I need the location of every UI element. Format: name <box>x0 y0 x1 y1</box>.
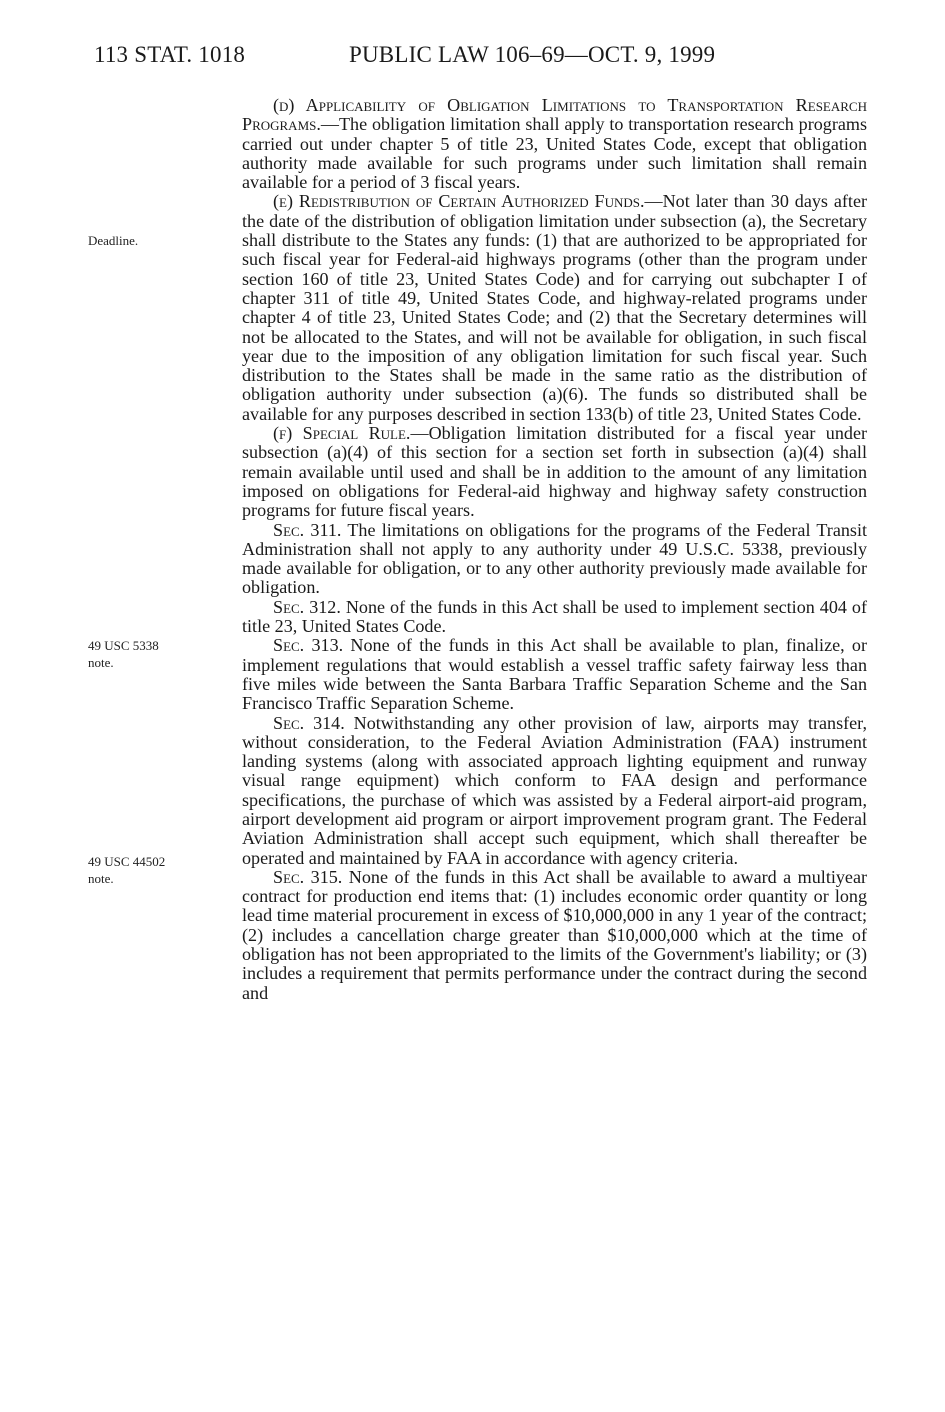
paragraph-heading: (d) Applicability of Obligation Limitations to Transportation Research Programs. <box>242 95 867 135</box>
margin-note-49-usc-5338 <box>88 637 159 671</box>
margin-note-deadline <box>88 232 138 249</box>
paragraph-heading: (f) Special Rule. <box>273 423 411 444</box>
paragraph-heading: (e) Redistribution of Certain Authorized Funds. <box>273 191 645 212</box>
section-label: Sec. 314. <box>273 712 345 733</box>
section-label: Sec. 315. <box>273 866 343 887</box>
page-header <box>94 42 864 72</box>
paragraph-text: —Obligation limitation distributed for a fiscal year under subsection (a)(4) of this section for a section set forth in subsection (a)(4) shall remain available until used and shall be in addition to the amount of any limitation imposed on obligations for Federal-aid highway and highway safety construction programs for future fiscal years. <box>242 423 867 521</box>
section-text: None of the funds in this Act shall be used to implement section 404 of title 23, United States Code. <box>242 596 867 637</box>
paragraph-d <box>242 96 867 192</box>
section-text: None of the funds in this Act shall be available to award a multiyear contract for production end items that: (1) includes economic order quantity or long lead time material procurement in excess of $10,000,000 in any 1 year of the contract; (2) includes a cancellation charge greater than $10,000,000 which at the time of obligation has not been appropriated to the limits of the Government's liability; or (3) includes a requirement that permits performance under the contract during the second and <box>242 866 868 1003</box>
paragraph-text: —Not later than 30 days after the date of the distribution of obligation limitation under subsection (a), the Secretary shall distribute to the States any funds: (1) that are authorized to be appropriated for such fiscal year for Federal-aid highways programs (other than the program under section 160 of title 23, United States Code) and for carrying out subchapter I of chapter 311 of title 49, United States Code, and highway-related programs under chapter 4 of title 23, United States Code; and (2) that the Secretary determines will not be allocated to the States, and will not be available for obligation, in such fiscal year due to the imposition of any obligation limitation for such fiscal year. Such distribution to the States shall be made in the same ratio as the distribution of obligation authority under subsection (a)(6). The funds so distributed shall be available for any purposes described in section 133(b) of title 23, United States Code. <box>242 191 868 424</box>
section-313 <box>242 636 867 713</box>
margin-note-line: note. <box>88 655 114 670</box>
paragraph-e <box>242 192 867 424</box>
section-text: The limitations on obligations for the programs of the Federal Transit Administration shall not apply to any authority under 49 U.S.C. 5338, previously made available for obligation, or to any other authority previously made available for obligation. <box>242 519 868 598</box>
public-law-citation: PUBLIC LAW 106–69—OCT. 9, 1999 <box>349 42 716 67</box>
margin-note-text: Deadline. <box>88 233 139 248</box>
section-314 <box>242 714 867 868</box>
section-text: None of the funds in this Act shall be available to plan, finalize, or implement regulations that would establish a vessel traffic safety fairway less than five miles wide between the Santa Barbara Traffic Separation Scheme and the San Francisco Traffic Separation Scheme. <box>242 635 867 714</box>
section-label: Sec. 312. <box>273 596 341 617</box>
section-label: Sec. 311. <box>273 519 342 540</box>
paragraph-f <box>242 424 867 520</box>
margin-note-line: note. <box>88 871 114 886</box>
margin-note-line: 49 USC 5338 <box>88 638 159 653</box>
margin-note-49-usc-44502 <box>88 853 165 887</box>
margin-note-line: 49 USC 44502 <box>88 854 166 869</box>
paragraph-text: —The obligation limitation shall apply to transportation research programs carried out under chapter 5 of title 23, United States Code, except that obligation authority made available for such programs under such limitation shall remain available for a period of 3 fiscal years. <box>242 114 867 193</box>
section-312 <box>242 598 867 637</box>
section-311 <box>242 521 867 598</box>
section-315 <box>242 868 867 1003</box>
statute-page-number: 113 STAT. 1018 <box>94 42 246 67</box>
section-label: Sec. 313. <box>273 635 344 656</box>
section-text: Notwithstanding any other provision of law, airports may transfer, without consideration, to the Federal Aviation Administration (FAA) instrument landing systems (along with associated approach lighting equipment and runway visual range equipment) which conform to FAA design and performance specifications, the purchase of which was assisted by a Federal airport-aid program, airport development aid program or airport improvement program grant. The Federal Aviation Administration shall accept such equipment, which shall thereafter be operated and maintained by FAA in accordance with agency criteria. <box>242 712 867 868</box>
document-body <box>242 96 867 1003</box>
